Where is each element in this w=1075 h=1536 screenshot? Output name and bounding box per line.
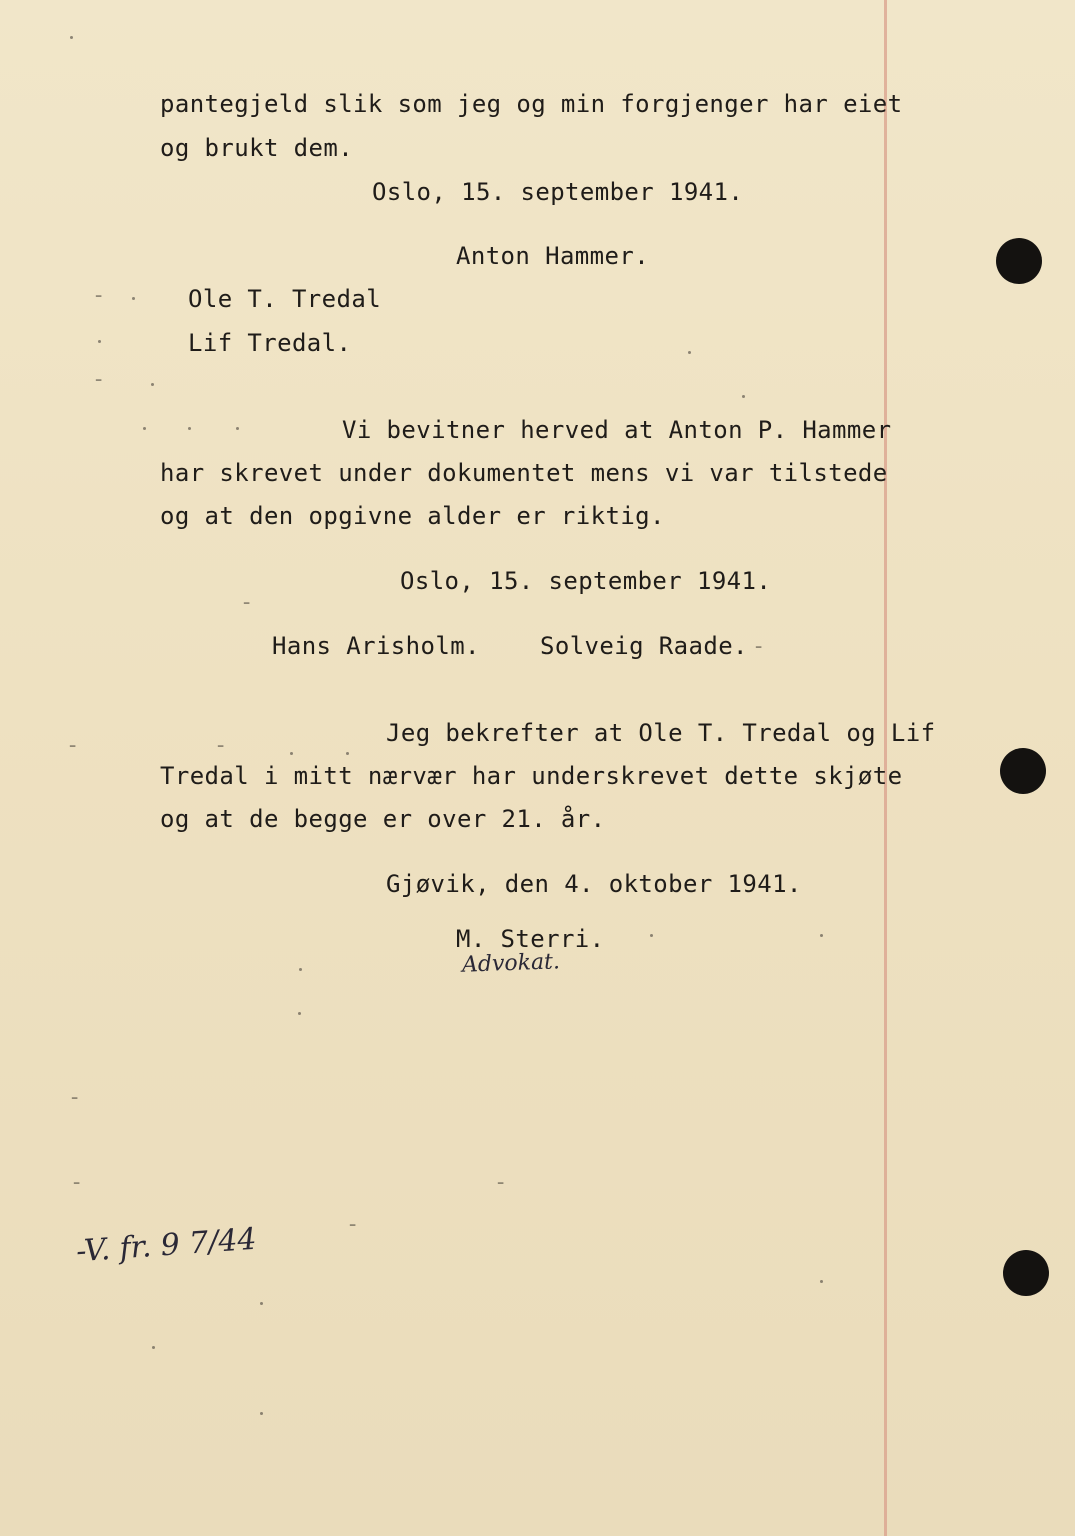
ink-speck (152, 1346, 155, 1349)
punch-hole-bottom (1003, 1250, 1049, 1296)
margin-dash: - (494, 1170, 508, 1195)
margin-dash: - (68, 1085, 82, 1110)
handwritten-title: Advokat. (461, 949, 561, 978)
ink-speck (260, 1302, 263, 1305)
text-line: Vi bevitner herved at Anton P. Hammer (342, 416, 892, 444)
margin-dash: - (92, 283, 106, 308)
margin-dash: - (346, 1212, 360, 1237)
margin-dash: - (214, 733, 228, 758)
margin-dash: - (70, 1170, 84, 1195)
witness-name: Hans Arisholm. (272, 632, 480, 660)
text-line: Jeg bekrefter at Ole T. Tredal og Lif (386, 719, 936, 747)
signature-name: M. Sterri. (456, 925, 605, 953)
date-line: Gjøvik, den 4. oktober 1941. (386, 870, 802, 898)
signature-name: Anton Hammer. (456, 242, 650, 270)
text-line: og at den opgivne alder er riktig. (160, 502, 665, 530)
handwritten-margin-note: -V. fr. 9 7/44 (74, 1221, 258, 1270)
text-line: og brukt dem. (160, 134, 354, 162)
ink-speck (132, 297, 135, 300)
date-line: Oslo, 15. september 1941. (372, 178, 744, 206)
ink-speck (742, 395, 745, 398)
margin-dash: - (92, 367, 106, 392)
ink-speck (820, 1280, 823, 1283)
margin-dash: - (240, 590, 254, 615)
ink-speck (290, 752, 293, 755)
text-line: Tredal i mitt nærvær har underskrevet dette skjøte (160, 762, 903, 790)
ink-speck (346, 752, 349, 755)
ink-speck (299, 968, 302, 971)
ink-speck (236, 427, 239, 430)
ink-speck (650, 934, 653, 937)
ink-speck (70, 36, 73, 39)
ink-speck (98, 340, 101, 343)
witness-name: Solveig Raade. (540, 632, 748, 660)
signature-name: Ole T. Tredal (188, 285, 382, 313)
date-line: Oslo, 15. september 1941. (400, 567, 772, 595)
ink-speck (820, 934, 823, 937)
ink-speck (143, 427, 146, 430)
punch-hole-middle (1000, 748, 1046, 794)
text-line: og at de begge er over 21. år. (160, 805, 606, 833)
signature-name: Lif Tredal. (188, 329, 352, 357)
punch-hole-top (996, 238, 1042, 284)
ink-speck (298, 1012, 301, 1015)
ink-speck (188, 427, 191, 430)
text-line: pantegjeld slik som jeg og min forgjenger har eiet (160, 90, 903, 118)
margin-dash: - (66, 733, 80, 758)
text-line: har skrevet under dokumentet mens vi var tilstede (160, 459, 888, 487)
margin-dash: - (752, 634, 766, 659)
ink-speck (151, 383, 154, 386)
ink-speck (260, 1412, 263, 1415)
ink-speck (688, 351, 691, 354)
